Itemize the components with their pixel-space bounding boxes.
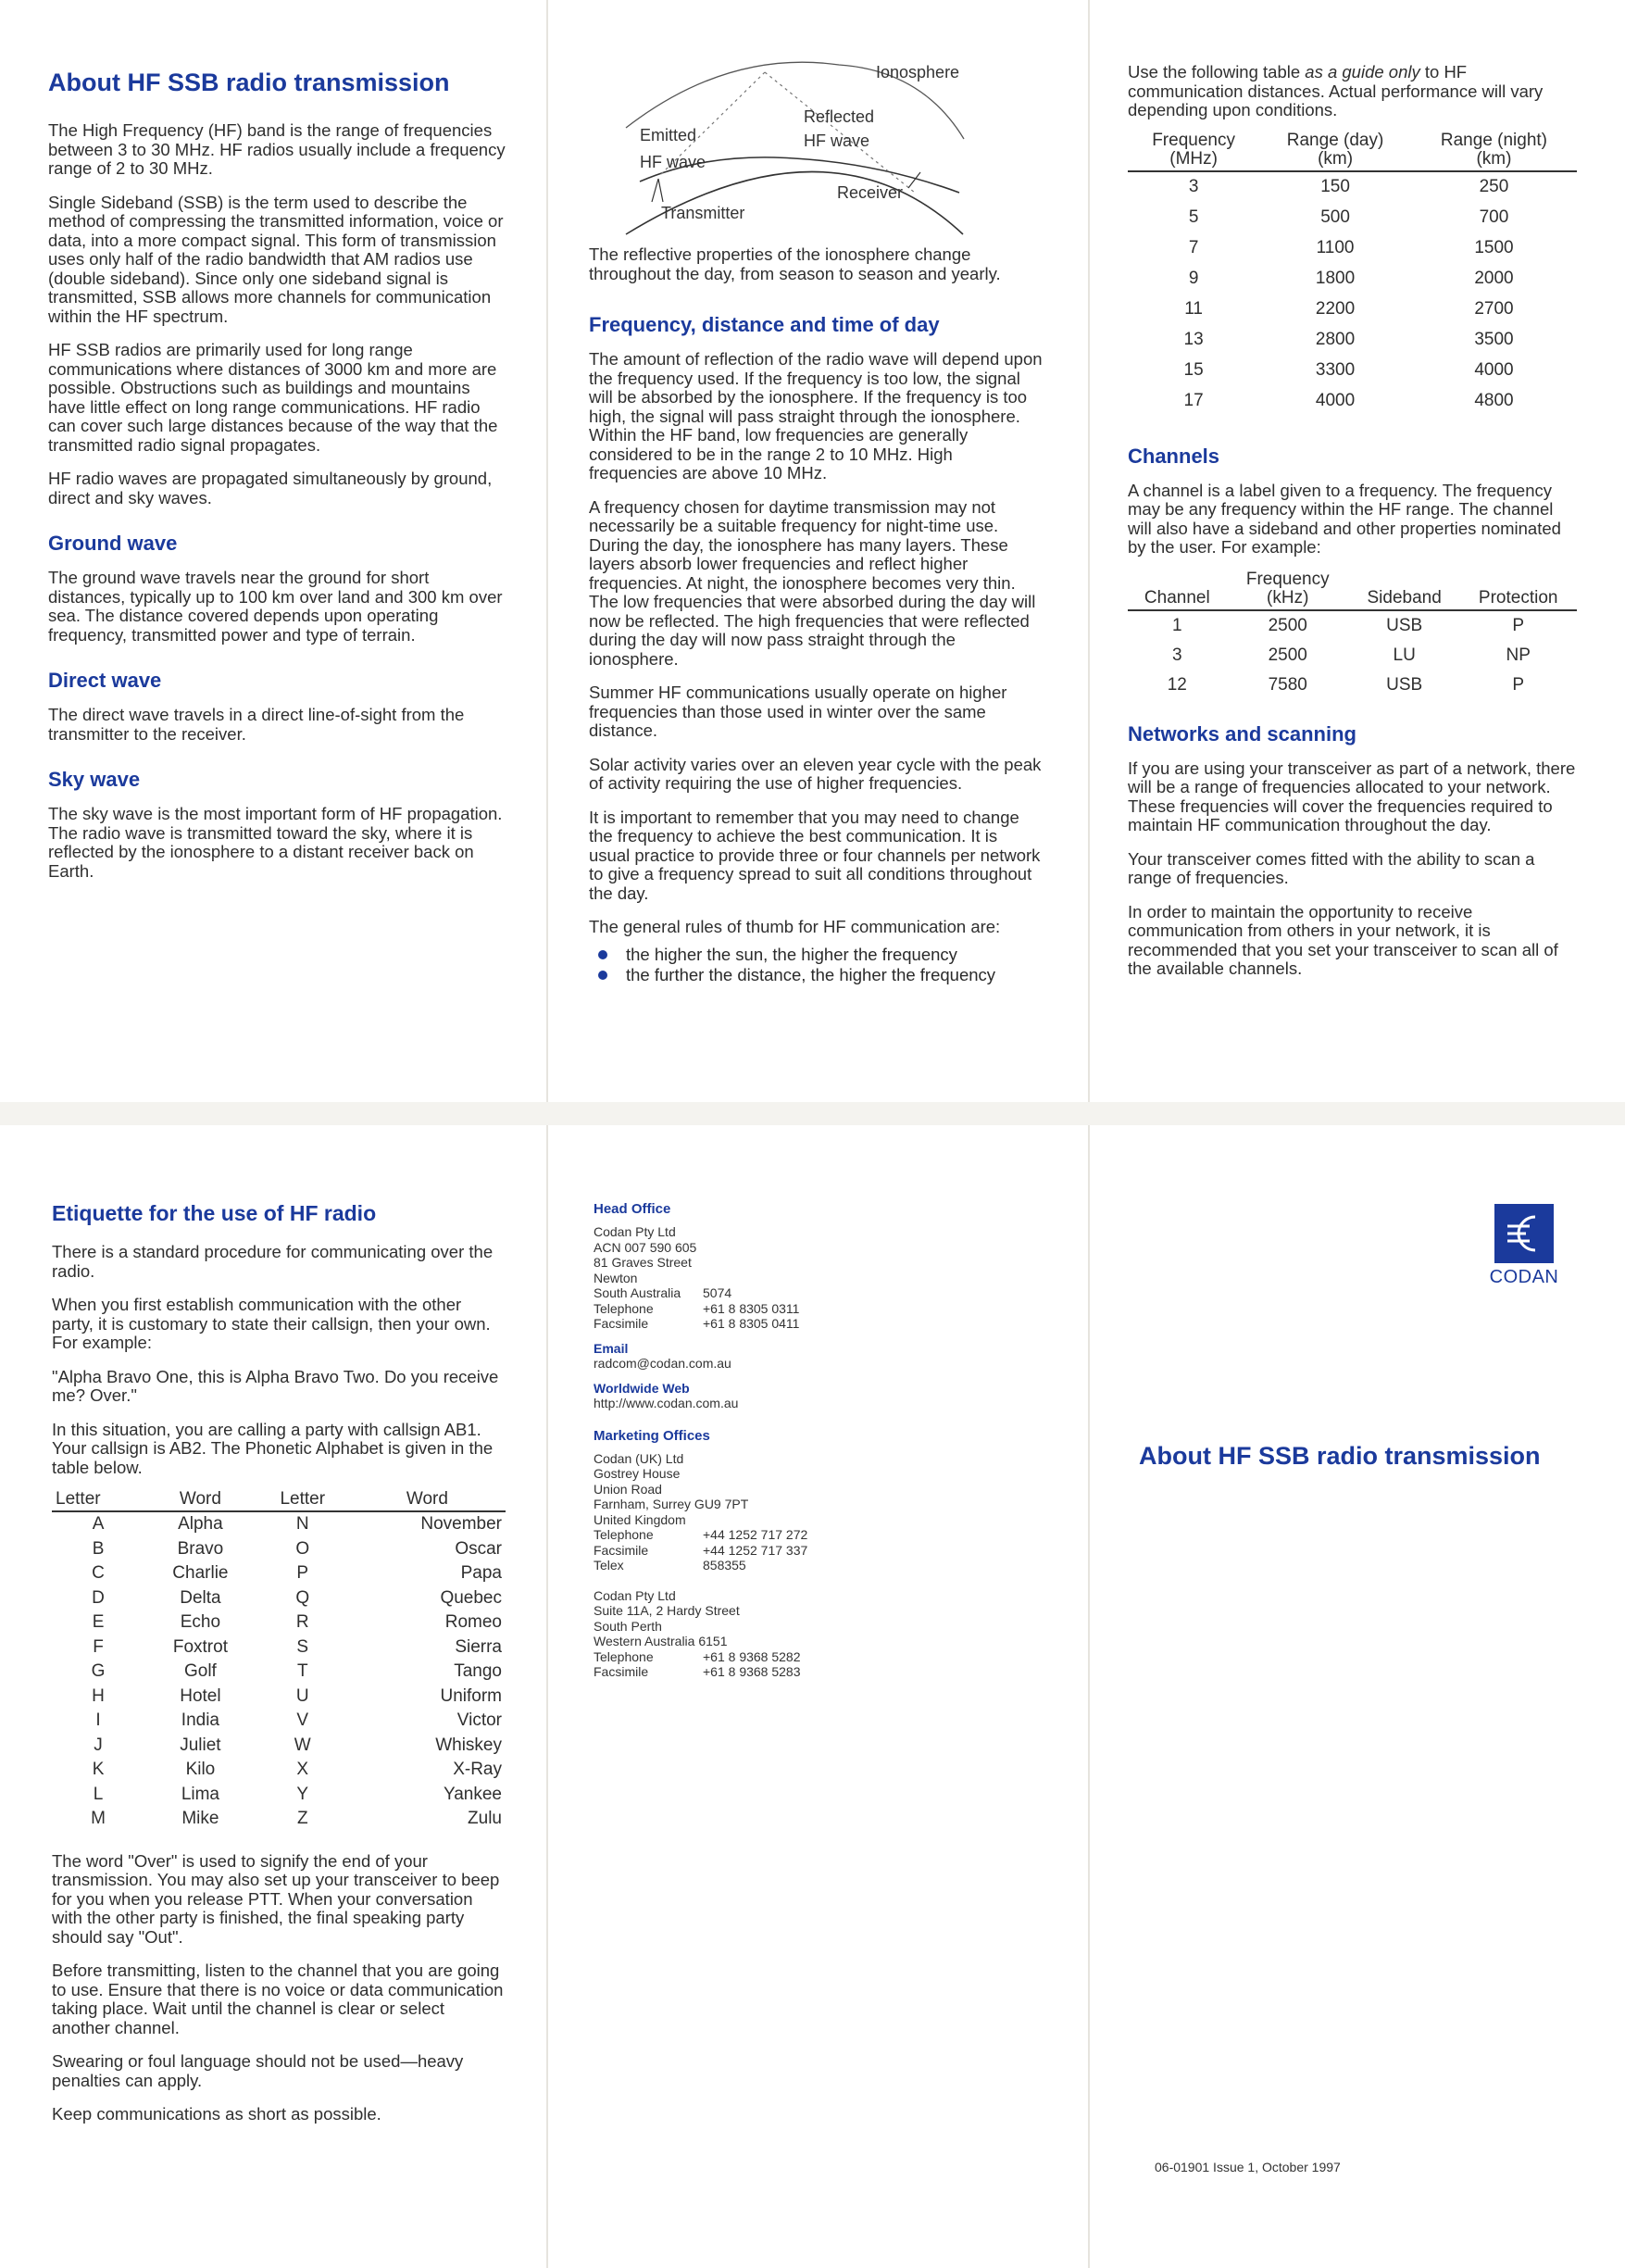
- logo-wordmark: CODAN: [1489, 1267, 1559, 1287]
- codan-logo-icon: [1494, 1204, 1554, 1263]
- table-cell: Romeo: [444, 1612, 502, 1633]
- perth-office-address: Codan Pty Ltd Suite 11A, 2 Hardy Street South Perth Western Australia 6151 Telephone +61 8 9368 5282 Facsimile +61 8 9368 5283: [594, 1587, 801, 1679]
- table-cell: Y: [296, 1784, 309, 1804]
- email-link[interactable]: radcom@codan.com.au: [594, 1356, 731, 1371]
- table-cell: India: [181, 1710, 219, 1731]
- table-cell: Q: [295, 1587, 310, 1608]
- paragraph: Solar activity varies over an eleven year cycle with the peak of activity requiring the use of higher frequencies.: [589, 754, 1042, 793]
- table-row: [1128, 233, 1577, 264]
- paragraph: If you are using your transceiver as part of a network, there will be a range of frequencies allocated to your network. These frequencies will cover the frequencies required to maintain HF communication throughout the day.: [1128, 758, 1576, 834]
- table-cell: X: [296, 1760, 309, 1780]
- panel-etiquette: [52, 1201, 506, 2124]
- diagram-caption: The reflective properties of the ionosphere change throughout the day, from season to season and yearly.: [589, 244, 1001, 283]
- section-heading-frequency: Frequency, distance and time of day: [589, 313, 940, 336]
- table-row: [52, 1758, 506, 1783]
- table-cell: Lima: [181, 1784, 219, 1804]
- bullet-icon: [598, 971, 607, 980]
- table-header: Frequency (MHz): [1128, 132, 1259, 171]
- table-cell: Whiskey: [435, 1735, 502, 1755]
- table-cell: 11: [1184, 299, 1203, 319]
- document-issue-footer: 06-01901 Issue 1, October 1997: [1155, 2160, 1341, 2174]
- table-cell: 500: [1320, 207, 1350, 227]
- table-row: [52, 1807, 506, 1832]
- head-office-address: Codan Pty Ltd ACN 007 590 605 81 Graves Street Newton South Australia 5074 Telephone +61 8 8305 0311 Facsimile +61 8 8305 0411: [594, 1224, 800, 1331]
- table-cell: 4000: [1315, 391, 1356, 410]
- table-header: Letter: [256, 1490, 349, 1511]
- table-row: [52, 1783, 506, 1808]
- bullet-icon: [598, 950, 607, 959]
- table-cell: K: [92, 1760, 105, 1780]
- table-cell: H: [92, 1685, 105, 1706]
- paragraph: Swearing or foul language should not be used—heavy penalties can apply.: [52, 2051, 464, 2090]
- table-cell: N: [295, 1514, 309, 1535]
- table-row: [52, 1635, 506, 1660]
- table-row: [52, 1561, 506, 1586]
- table-cell: 3: [1188, 177, 1199, 196]
- table-cell: Yankee: [443, 1784, 502, 1804]
- table-cell: P: [296, 1563, 309, 1584]
- label-emitted: Emitted: [640, 126, 697, 144]
- table-cell: 4000: [1474, 360, 1514, 380]
- table-cell: 2000: [1474, 269, 1514, 288]
- table-cell: 2500: [1268, 615, 1307, 635]
- table-cell: 7580: [1268, 674, 1307, 695]
- table-cell: 3500: [1474, 330, 1514, 349]
- paragraph: In this situation, you are calling a party with callsign AB1. Your callsign is AB2. The Phonetic Alphabet is given in the table below.: [52, 1419, 494, 1477]
- table-cell: 3300: [1315, 360, 1356, 380]
- panel-title: Etiquette for the use of HF radio: [52, 1201, 377, 1225]
- table-cell: Uniform: [440, 1685, 502, 1706]
- label-hf-wave-reflected: HF wave: [804, 132, 870, 150]
- frequency-range-table: [1128, 132, 1577, 417]
- table-cell: C: [92, 1563, 105, 1584]
- paragraph: Use the following table as a guide only to HF communication distances. Actual performance will vary depending upon conditions.: [1128, 62, 1544, 119]
- table-cell: 7: [1188, 238, 1199, 257]
- table-row: [52, 1660, 506, 1685]
- paragraph: A frequency chosen for daytime transmission may not necessarily be a suitable frequency for night-time use. During the day, the ionosphere has many layers. These layers absorb lower frequencies and reflect higher frequencies. At night, the ionosphere becomes very thin. The low frequencies that were absorbed during the day will now be reflected. The high frequencies that were reflected during the day will now pass straight through the ionosphere.: [589, 496, 1036, 669]
- table-header: Range (night) (km): [1411, 132, 1577, 171]
- table-header: Range (day) (km): [1259, 132, 1411, 171]
- table-header: Sideband: [1349, 570, 1459, 610]
- ionosphere-diagram: [589, 54, 1015, 239]
- table-cell: L: [93, 1784, 104, 1804]
- paragraph: Keep communications as short as possible.: [52, 2104, 381, 2124]
- paragraph: When you first establish communication with the other party, it is customary to state their callsign, then your own. For example:: [52, 1295, 491, 1352]
- table-header: Channel: [1128, 570, 1227, 610]
- paragraph: HF SSB radios are primarily used for long range communications where distances of 3000 km and more are possible. Obstructions such as buildings and mountains have little effect on long range communications. HF radio can cover such large distances because of the way that the transmitted radio signal propagates.: [48, 340, 498, 455]
- label-hf-wave-emitted: HF wave: [640, 153, 706, 171]
- table-cell: T: [296, 1661, 308, 1682]
- table-cell: S: [296, 1636, 309, 1657]
- table-header: Word: [144, 1490, 256, 1511]
- fold-line: [1088, 0, 1090, 1102]
- table-cell: 2700: [1474, 299, 1514, 319]
- section-heading-networks: Networks and scanning: [1128, 721, 1356, 746]
- paragraph: The ground wave travels near the ground for short distances, typically up to 100 km over land and 300 km over sea. The distance covered depends upon operating frequency, transmitted power and type of terrain.: [48, 568, 503, 645]
- email-block: Email radcom@codan.com.au: [594, 1341, 964, 1372]
- table-row: [1128, 356, 1577, 386]
- website-link[interactable]: http://www.codan.com.au: [594, 1396, 739, 1410]
- paragraph: The High Frequency (HF) band is the range of frequencies between 3 to 30 MHz. HF radios usually include a frequency range of 2 to 30 MHz.: [48, 120, 506, 178]
- brochure-outside-sheet: [0, 0, 1625, 1102]
- paragraph: The general rules of thumb for HF communication are:: [589, 917, 1001, 936]
- fold-line: [546, 1125, 548, 2268]
- table-cell: 13: [1183, 330, 1204, 349]
- table-cell: Delta: [180, 1587, 221, 1608]
- table-header: Word: [349, 1490, 506, 1511]
- list-item: the higher the sun, the higher the frequency: [589, 945, 1043, 965]
- table-cell: USB: [1386, 674, 1423, 695]
- table-cell: W: [294, 1735, 311, 1755]
- panel-title: About HF SSB radio transmission: [48, 69, 450, 96]
- table-cell: O: [295, 1538, 310, 1559]
- panel-contacts: [594, 1201, 964, 1680]
- section-heading-channels: Channels: [1128, 444, 1220, 468]
- channel-example-table: [1128, 570, 1577, 700]
- table-row: [52, 1586, 506, 1611]
- table-cell: 2800: [1315, 330, 1356, 349]
- paragraph: Single Sideband (SSB) is the term used to describe the method of compressing the transmitted information, voice or data, into a more compact signal. This form of transmission uses only half of the radio bandwidth that AM radios use (double sideband). Since only one sideband signal is transmitted, SSB allows more channels for communication within the HF spectrum.: [48, 192, 504, 326]
- fold-line: [546, 0, 548, 1102]
- table-row: [52, 1537, 506, 1562]
- panel-about: [48, 69, 506, 881]
- paragraph: The word "Over" is used to signify the end of your transmission. You may also set up your transceiver to beep for you when you release PTT. When your conversation with the other party is finished, the final speaking party should say "Out".: [52, 1850, 500, 1947]
- table-cell: Kilo: [185, 1760, 216, 1780]
- table-row: [1128, 203, 1577, 233]
- label-reflected: Reflected: [804, 107, 875, 126]
- web-block: Worldwide Web http://www.codan.com.au: [594, 1381, 964, 1411]
- paragraph: "Alpha Bravo One, this is Alpha Bravo Two. Do you receive me? Over.": [52, 1366, 499, 1405]
- table-cell: G: [91, 1661, 106, 1682]
- table-cell: Charlie: [172, 1563, 229, 1584]
- table-header: Protection: [1459, 570, 1577, 610]
- table-cell: J: [94, 1735, 103, 1755]
- table-cell: P: [1512, 674, 1525, 695]
- paragraph: The sky wave is the most important form of HF propagation. The radio wave is transmitted toward the sky, where it is reflected by the ionosphere to a distant receiver back on Earth.: [48, 804, 503, 881]
- table-cell: LU: [1393, 645, 1416, 665]
- table-cell: Oscar: [455, 1538, 502, 1559]
- table-cell: Foxtrot: [172, 1636, 228, 1657]
- table-cell: Papa: [460, 1563, 502, 1584]
- cover-title: About HF SSB radio transmission: [1139, 1442, 1541, 1470]
- section-heading-direct-wave: Direct wave: [48, 669, 162, 692]
- table-cell: U: [295, 1685, 309, 1706]
- table-row: [1128, 386, 1577, 417]
- table-cell: F: [93, 1636, 104, 1657]
- table-cell: 150: [1320, 177, 1350, 196]
- paragraph: The direct wave travels in a direct line-of-sight from the transmitter to the receiver.: [48, 705, 465, 744]
- paragraph: Before transmitting, listen to the channel that you are going to use. Ensure that there is no voice or data communication taking place. Wait until the channel is clear or select another channel.: [52, 1961, 504, 2037]
- transmitter-antenna: [652, 179, 663, 202]
- table-cell: USB: [1386, 615, 1423, 635]
- codan-logo: [1489, 1204, 1566, 1288]
- table-cell: B: [92, 1538, 105, 1559]
- label-transmitter: Transmitter: [661, 204, 745, 222]
- table-row: [52, 1685, 506, 1710]
- table-row: [1128, 294, 1577, 325]
- table-cell: Bravo: [177, 1538, 224, 1559]
- paragraph: There is a standard procedure for communicating over the radio.: [52, 1242, 494, 1281]
- table-cell: Echo: [180, 1612, 221, 1633]
- table-row: [52, 1511, 506, 1537]
- table-cell: 17: [1183, 391, 1204, 410]
- table-row: [1128, 325, 1577, 356]
- table-cell: A: [92, 1514, 105, 1535]
- table-cell: M: [91, 1809, 106, 1829]
- uk-office-address: Codan (UK) Ltd Gostrey House Union Road Farnham, Surrey GU9 7PT United Kingdom Telephone +44 1252 717 272 Facsimile +44 1252 717 337 Telex 858355: [594, 1450, 808, 1573]
- table-cell: I: [95, 1710, 101, 1731]
- panel-cover: [1088, 1125, 1625, 2268]
- table-header: Frequency (kHz): [1227, 570, 1349, 610]
- table-cell: 1500: [1474, 238, 1514, 257]
- panel-channels: [1128, 63, 1577, 979]
- table-cell: Mike: [181, 1809, 219, 1829]
- table-cell: V: [296, 1710, 309, 1731]
- table-cell: 1100: [1316, 238, 1355, 257]
- paragraph: Summer HF communications usually operate on higher frequencies than those used in winter over the same distance.: [589, 683, 1007, 740]
- table-cell: Zulu: [468, 1809, 502, 1829]
- table-cell: 12: [1167, 674, 1187, 695]
- table-cell: 4800: [1474, 391, 1514, 410]
- table-row: [1128, 670, 1577, 700]
- table-header: Letter: [52, 1490, 144, 1511]
- table-cell: 3: [1172, 645, 1182, 665]
- table-cell: 5: [1188, 207, 1199, 227]
- table-cell: 2200: [1315, 299, 1356, 319]
- table-cell: Sierra: [455, 1636, 502, 1657]
- phonetic-alphabet-table: [52, 1490, 506, 1832]
- table-cell: X-Ray: [453, 1760, 502, 1780]
- table-cell: Z: [296, 1809, 308, 1829]
- table-cell: Victor: [456, 1710, 502, 1731]
- label-ionosphere: Ionosphere: [876, 63, 960, 81]
- section-heading-ground-wave: Ground wave: [48, 532, 178, 555]
- table-cell: 15: [1183, 360, 1204, 380]
- label-receiver: Receiver: [837, 183, 904, 202]
- table-cell: E: [92, 1612, 105, 1633]
- table-cell: P: [1512, 615, 1525, 635]
- table-cell: Juliet: [180, 1735, 221, 1755]
- rules-list: [589, 945, 1043, 985]
- table-cell: Hotel: [180, 1685, 221, 1706]
- table-cell: Golf: [183, 1661, 217, 1682]
- table-cell: NP: [1506, 645, 1531, 665]
- table-cell: November: [420, 1514, 502, 1535]
- table-cell: 700: [1479, 207, 1509, 227]
- table-cell: R: [295, 1612, 309, 1633]
- paragraph: The amount of reflection of the radio wave will depend upon the frequency used. If the frequency is too low, the signal will be absorbed by the ionosphere. If the frequency is too high, the signal will pass straight through the ionosphere. Within the HF band, low frequencies are generally considered to be in the range 2 to 10 MHz. High frequencies are above 10 MHz.: [589, 349, 1043, 482]
- paragraph: In order to maintain the opportunity to receive communication from others in your network, it is recommended that you set your transceiver to scan all of the available channels.: [1128, 901, 1558, 978]
- table-row: [1128, 641, 1577, 670]
- brochure-inside-sheet: [0, 1125, 1625, 2268]
- table-cell: 1800: [1315, 269, 1356, 288]
- table-cell: 1: [1172, 615, 1182, 635]
- table-row: [52, 1709, 506, 1734]
- table-row: [52, 1610, 506, 1635]
- list-item: the further the distance, the higher the frequency: [589, 965, 1043, 985]
- table-cell: Alpha: [178, 1514, 223, 1535]
- table-row: [52, 1734, 506, 1759]
- table-cell: Tango: [454, 1661, 502, 1682]
- table-row: [1128, 171, 1577, 203]
- table-cell: 250: [1479, 177, 1509, 196]
- contact-heading: Marketing Offices: [594, 1427, 710, 1444]
- panel-frequency: [589, 54, 1043, 985]
- table-cell: Quebec: [440, 1587, 502, 1608]
- contact-heading: Head Office: [594, 1201, 671, 1217]
- paragraph: HF radio waves are propagated simultaneously by ground, direct and sky waves.: [48, 469, 493, 507]
- table-cell: 2500: [1268, 645, 1307, 665]
- paragraph: It is important to remember that you may need to change the frequency to achieve the best communication. It is usual practice to provide three or four channels per network to give a frequency spread to suit all conditions throughout the day.: [589, 807, 1041, 903]
- paragraph: Your transceiver comes fitted with the ability to scan a range of frequencies.: [1128, 848, 1535, 887]
- table-cell: D: [92, 1587, 105, 1608]
- table-row: [1128, 264, 1577, 294]
- paragraph: A channel is a label given to a frequency. The frequency may be any frequency within the HF range. The channel will also have a sideband and other properties nominated by the user. For example:: [1128, 480, 1561, 557]
- section-heading-sky-wave: Sky wave: [48, 768, 141, 791]
- table-cell: 9: [1188, 269, 1199, 288]
- table-row: [1128, 610, 1577, 641]
